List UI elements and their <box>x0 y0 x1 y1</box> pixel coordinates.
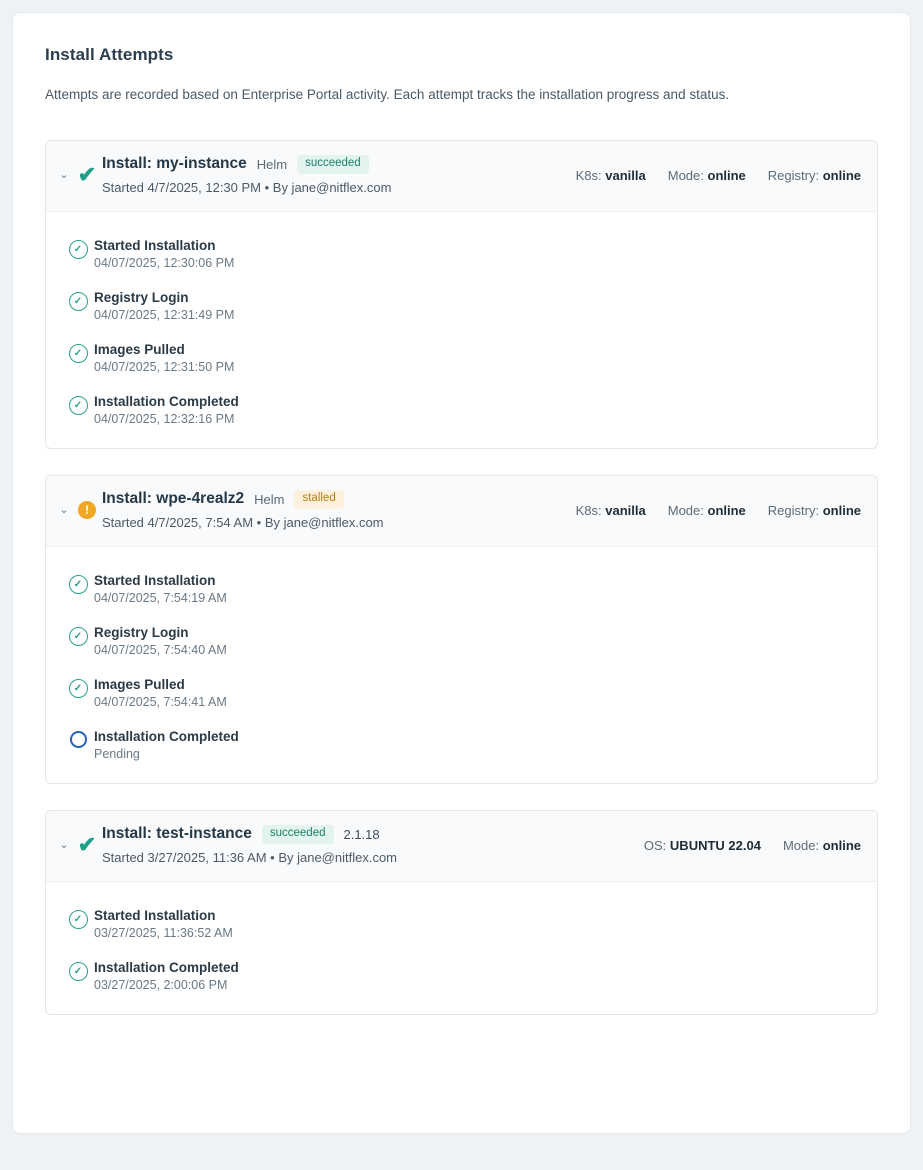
attempt-meta <box>560 168 861 183</box>
meta-value: online <box>707 502 746 518</box>
meta-item <box>768 503 861 518</box>
step-row <box>62 908 861 940</box>
chevron-down-icon[interactable]: ⌄ <box>59 838 69 851</box>
meta-label: Registry: <box>767 167 820 183</box>
chevron-down-icon[interactable]: ⌄ <box>59 503 69 516</box>
success-check-icon <box>72 164 102 186</box>
attempt-title-row <box>102 825 628 844</box>
step-check-icon <box>62 677 94 698</box>
status-badge: stalled <box>294 490 343 509</box>
attempt-tech-label: Helm <box>256 156 288 172</box>
meta-item <box>644 838 761 853</box>
step-text <box>94 625 861 657</box>
check-circle-icon: ✓ <box>69 396 88 415</box>
attempt-steps <box>46 547 877 783</box>
step-timestamp: 04/07/2025, 7:54:19 AM <box>94 591 227 605</box>
step-timestamp: 04/07/2025, 12:31:50 PM <box>94 360 235 374</box>
meta-label: Registry: <box>767 502 820 518</box>
meta-item <box>576 168 646 183</box>
step-row <box>62 290 861 322</box>
chevron-down-icon[interactable]: ⌄ <box>59 168 69 181</box>
status-badge: succeeded <box>297 155 369 174</box>
step-label: Started Installation <box>94 908 216 923</box>
meta-value: vanilla <box>605 167 646 183</box>
check-circle-icon: ✓ <box>69 575 88 594</box>
step-check-icon <box>62 573 94 594</box>
step-row <box>62 394 861 426</box>
meta-item <box>668 168 746 183</box>
step-timestamp: 04/07/2025, 12:31:49 PM <box>94 308 235 322</box>
meta-value: online <box>822 837 861 853</box>
attempt-steps <box>46 882 877 1014</box>
step-label: Images Pulled <box>94 342 185 357</box>
attempt-card <box>45 475 878 784</box>
meta-value: online <box>822 502 861 518</box>
empty-circle-icon <box>70 731 87 748</box>
step-check-icon <box>62 625 94 646</box>
step-text <box>94 960 861 992</box>
step-timestamp: 04/07/2025, 7:54:41 AM <box>94 695 227 709</box>
attempt-header[interactable] <box>46 141 877 212</box>
step-timestamp: 04/07/2025, 12:30:06 PM <box>94 256 235 270</box>
attempt-header-main <box>102 490 560 530</box>
step-label: Registry Login <box>94 290 189 305</box>
step-label: Images Pulled <box>94 677 185 692</box>
step-row <box>62 238 861 270</box>
attempt-header[interactable] <box>46 811 877 882</box>
meta-item <box>783 838 861 853</box>
warning-icon <box>72 501 102 519</box>
step-check-icon <box>62 238 94 259</box>
step-timestamp: Pending <box>94 747 140 761</box>
attempt-header[interactable] <box>46 476 877 547</box>
install-attempts-panel <box>12 12 911 1134</box>
check-circle-icon: ✓ <box>69 344 88 363</box>
step-label: Installation Completed <box>94 729 239 744</box>
meta-value: online <box>707 167 746 183</box>
attempt-title: Install: test-instance <box>102 825 252 843</box>
meta-item <box>576 503 646 518</box>
attempt-card <box>45 810 878 1015</box>
step-row <box>62 729 861 761</box>
meta-label: Mode: <box>782 837 820 853</box>
step-label: Installation Completed <box>94 394 239 409</box>
meta-item <box>768 168 861 183</box>
attempt-tech-label: Helm <box>254 491 285 507</box>
attempt-header-main <box>102 825 628 865</box>
meta-label: K8s: <box>575 167 602 183</box>
step-text <box>94 238 861 270</box>
success-check-icon <box>72 834 102 856</box>
page-subtitle: Attempts are recorded based on Enterprise Portal activity. Each attempt tracks the installation progress and status. <box>45 87 730 102</box>
page-title: Install Attempts <box>45 45 174 64</box>
attempt-title-row <box>102 155 560 174</box>
attempt-started-line: Started 4/7/2025, 12:30 PM • By jane@nitflex.com <box>102 179 392 195</box>
meta-item <box>668 503 746 518</box>
step-row <box>62 677 861 709</box>
attempt-meta <box>628 838 861 853</box>
attempt-title: Install: wpe-4realz2 <box>102 490 245 508</box>
step-label: Started Installation <box>94 573 216 588</box>
step-text <box>94 908 861 940</box>
attempt-started-line: Started 4/7/2025, 7:54 AM • By jane@nitflex.com <box>102 514 384 530</box>
meta-value: vanilla <box>605 502 646 518</box>
step-text <box>94 573 861 605</box>
check-circle-icon: ✓ <box>69 962 88 981</box>
attempts-list <box>33 140 890 1015</box>
step-check-icon <box>62 908 94 929</box>
step-timestamp: 03/27/2025, 11:36:52 AM <box>94 926 233 940</box>
meta-value: online <box>822 167 861 183</box>
check-circle-icon: ✓ <box>69 292 88 311</box>
step-check-icon <box>62 342 94 363</box>
step-row <box>62 960 861 992</box>
attempt-steps <box>46 212 877 448</box>
check-circle-icon: ✓ <box>69 240 88 259</box>
step-check-icon <box>62 290 94 311</box>
status-badge: succeeded <box>262 825 334 844</box>
step-text <box>94 394 861 426</box>
check-circle-icon: ✓ <box>69 679 88 698</box>
step-check-icon <box>62 394 94 415</box>
step-pending-icon <box>62 729 94 748</box>
attempt-meta <box>560 503 861 518</box>
step-label: Registry Login <box>94 625 189 640</box>
meta-label: K8s: <box>575 502 602 518</box>
check-circle-icon: ✓ <box>69 627 88 646</box>
step-text <box>94 290 861 322</box>
meta-value: UBUNTU 22.04 <box>669 837 761 853</box>
meta-label: Mode: <box>667 502 704 518</box>
check-icon: ✔ <box>77 162 97 187</box>
step-timestamp: 03/27/2025, 2:00:06 PM <box>94 978 228 992</box>
step-timestamp: 04/07/2025, 12:32:16 PM <box>94 412 235 426</box>
attempt-title: Install: my-instance <box>102 155 247 173</box>
attempt-started-line: Started 3/27/2025, 11:36 AM • By jane@nitflex.com <box>102 849 398 865</box>
step-text <box>94 677 861 709</box>
attempt-title-row <box>102 490 560 509</box>
meta-label: Mode: <box>667 167 704 183</box>
check-icon: ✔ <box>77 832 97 857</box>
attempt-header-main <box>102 155 560 195</box>
step-row <box>62 625 861 657</box>
attempt-card <box>45 140 878 449</box>
exclamation-icon: ! <box>78 501 96 519</box>
step-timestamp: 04/07/2025, 7:54:40 AM <box>94 643 227 657</box>
check-circle-icon: ✓ <box>69 910 88 929</box>
step-label: Started Installation <box>94 238 216 253</box>
step-check-icon <box>62 960 94 981</box>
meta-label: OS: <box>643 837 667 853</box>
step-row <box>62 342 861 374</box>
step-text <box>94 342 861 374</box>
step-text <box>94 729 861 761</box>
step-label: Installation Completed <box>94 960 239 975</box>
step-row <box>62 573 861 605</box>
version-label: 2.1.18 <box>343 826 380 842</box>
